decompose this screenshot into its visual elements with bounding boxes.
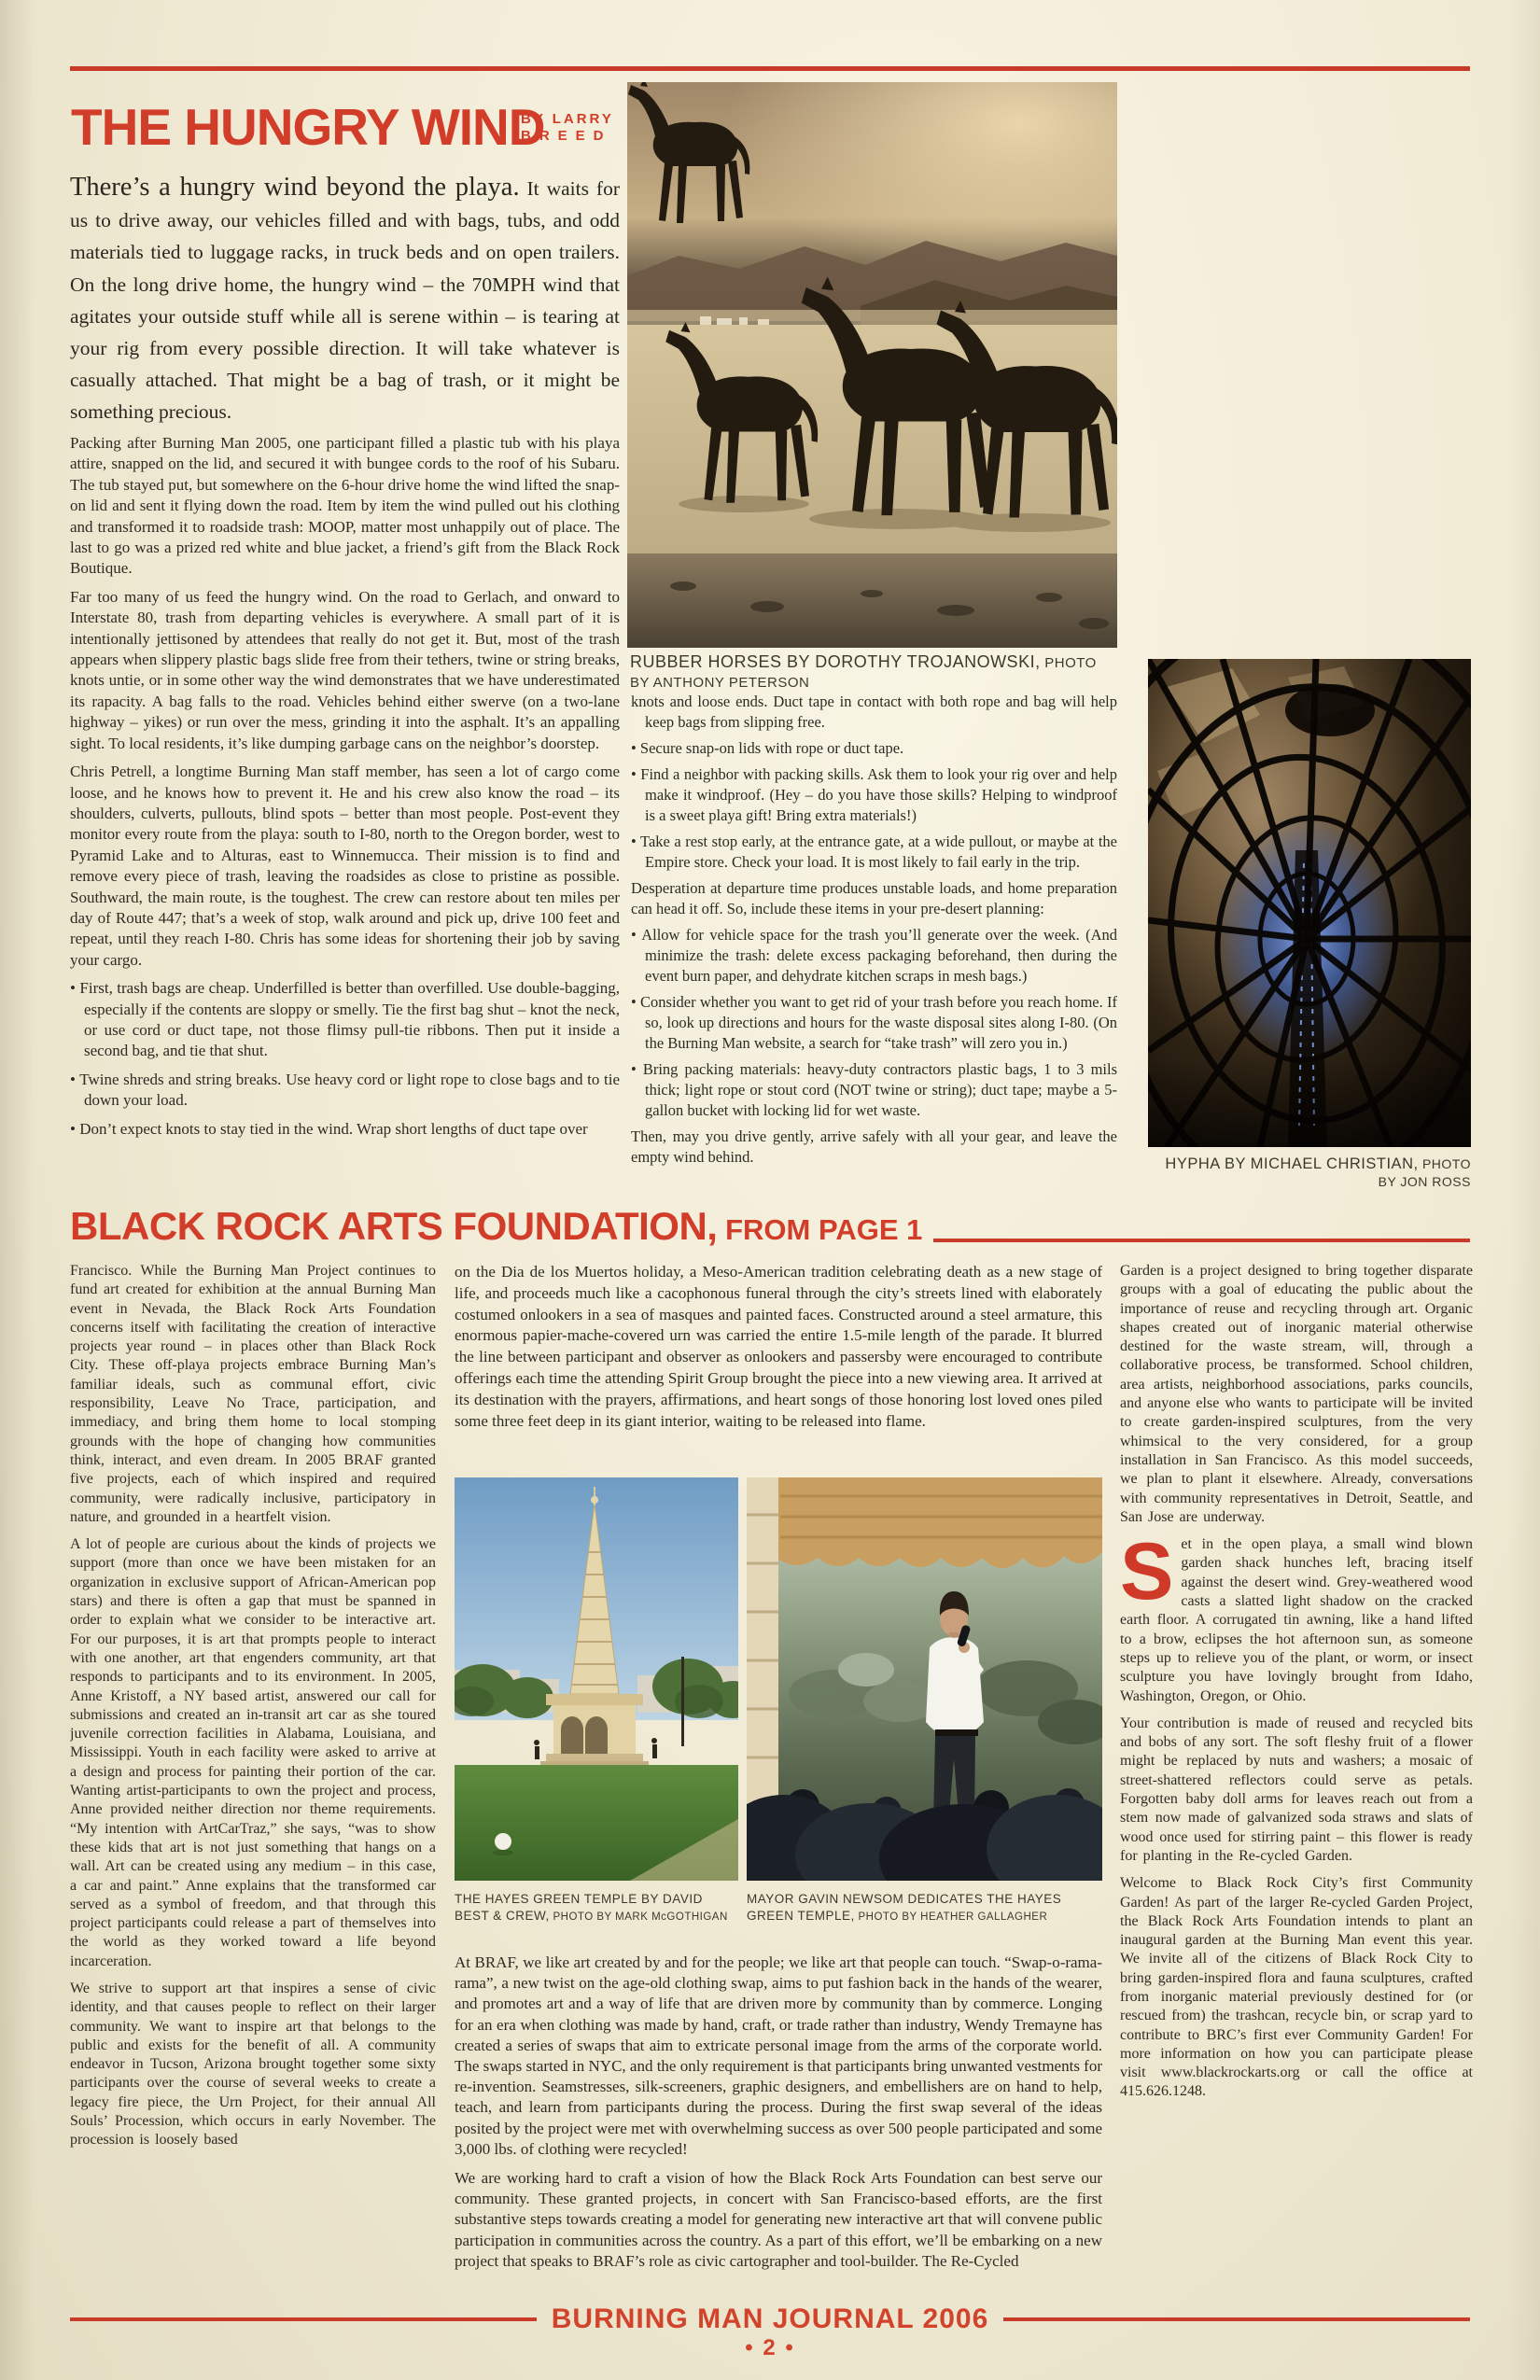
- paragraph: on the Dia de los Muertos holiday, a Meso-American tradition celebrating death as a new stage of life, and proceeds much like a cacophonous funeral through the city’s streets lined with elaborately costumed onlookers in a sea of masques and painted faces. Constructed around a steel armature, this enormous papier-mache-covered urn was carried the entire 1.5-mile length of the parade. It blurred the line between participant and observer as onlookers and passersby were encouraged to contribute offerings each time the attending Spirit Group brought the piece into a new viewing area. It arrived at its destination with the prayers, affirmations, and heart songs of those honoring lost loved ones piled some three feet deep in its giant interior, waiting to be released into flame.: [455, 1263, 1102, 1430]
- hayes-green-temple-photo: [455, 1477, 738, 1881]
- paragraph: Francisco. While the Burning Man Project continues to fund art created for exhibition at the annual Burning Man event in Nevada, the Black Rock Arts Foundation concerns itself with facilitating the creation of interactive projects year round – in places other than Black Rock City. These off-playa projects embrace Burning Man’s familiar ideals, such as communal effort, civic responsibility, Leave No Trace, participation, and immediacy, and bring them home to local stomping grounds with the hope of changing how communities think, interact, and even dream. In 2005 BRAF granted five projects, each of which inspired and required community, were radically inclusive, participatory in nature, and grounded in a heartfelt vision.: [70, 1263, 436, 1525]
- hypha-illustration: [1148, 659, 1471, 1147]
- photo-credit: PHOTO BY HEATHER GALLAGHER: [854, 1911, 1048, 1923]
- paragraph: Garden is a project designed to bring together disparate groups with a goal of educating the public about the importance of reuse and recycling through art. Organic shapes created out of inorganic material otherwise destined for the waste stream, will, through a collaborative process, be transformed. School children, area artists, neighborhood associations, parks councils, and anyone else who wants to participate will be invited to create garden-inspired sculptures, from the very whimsical to the very considered, for a group installation in San Francisco. As this model succeeds, we plan to plant it elsewhere. Already, conversations with community representatives in Detroit, Seattle, and San Jose are underway.: [1120, 1263, 1473, 1525]
- page-number: • 2 •: [745, 2335, 795, 2360]
- page-footer: [70, 2303, 1470, 2335]
- footer-rule-right: [1003, 2317, 1470, 2321]
- article2-column-1: [70, 1262, 436, 2253]
- byline-line1: BY LARRY: [521, 111, 614, 127]
- caption-title: MAYOR GAVIN NEWSOM DEDICATES THE HAYES GREEN TEMPLE,: [747, 1892, 1062, 1923]
- article2-column-2-bottom: [455, 1953, 1102, 2292]
- bullet-item: • Bring packing materials: heavy-duty contractors plastic bags, 1 to 3 mils thick; light rope or stout cord (NOT twine or string); duct tape; maybe a 5-gallon bucket with locking lid for wet waste.: [631, 1060, 1117, 1119]
- caption-title: THE HAYES GREEN TEMPLE BY DAVID BEST & CREW,: [455, 1892, 703, 1923]
- article2-header: [70, 1206, 1470, 1251]
- bullet-item: • Consider whether you want to get rid of your trash before you reach home. If so, look up directions and hours for the waste disposal sites along I-80. (On the Burning Man website, a search for “take trash” will zero you in.): [631, 993, 1117, 1052]
- bullet-item: • First, trash bags are cheap. Underfilled is better than overfilled. Use double-bagging, especially if the contents are sloppy or smelly. Tie the first bag shut – knot the neck, or use cord or duct tape, not those flimsy pull-tie ribbons. Then put it inside a second bag, and tie that shut.: [70, 979, 620, 1060]
- paragraph-text: et in the open playa, a small wind blown garden shack hunches left, bracing itself against the desert wind. Grey-weathered wood casts a slatted light shadow on the cracked earth floor. A corrugated tin awning, like a hand lifted to a brow, eclipses the hot afternoon sun, as someone steps up to relieve you of the plant, or worm, or insect sculpture you have lovingly brought from Idaho, Washington, Oregon, or Ohio.: [1120, 1536, 1473, 1704]
- bullet-item: • Take a rest stop early, at the entrance gate, at a wide pullout, or maybe at the Empire store. Check your load. It is most likely to fail early in the trip.: [631, 833, 1117, 871]
- bullet-item: • Don’t expect knots to stay tied in the wind. Wrap short lengths of duct tape over: [70, 1119, 588, 1138]
- lead-rest: It waits for us to drive away, our vehicles filled and with bags, tubs, and odd materials tied to luggage racks, in truck beds and on open trailers. On the long drive home, the hungry wind – the 70MPH wind that agitates your outside stuff while all is serene within – is tearing at your rig from every possible direction. It will take whatever is casually attached. That might be a bag of trash, or it might be something precious.: [70, 177, 620, 424]
- photo-credit: PHOTO BY JON ROSS: [1378, 1156, 1471, 1189]
- photo-credit: PHOTO BY MARK McGOTHIGAN: [549, 1911, 728, 1923]
- article1-title: THE HUNGRY WIND: [71, 98, 545, 156]
- paragraph: We strive to support art that inspires a sense of civic identity, and that causes people to reflect on their larger community. We want to inspire art that belongs to the public and exists for the benefit of all. A community endeavor in Tucson, Arizona brought together some sixty participants over the course of several weeks to create a legacy fire piece, the Urn Project, for their annual All Souls’ Procession, which occurs in early November. The procession is loosely based: [70, 1980, 436, 2149]
- title-main: BLACK ROCK ARTS FOUNDATION,: [70, 1204, 718, 1248]
- bullet-item: • Find a neighbor with packing skills. Ask them to look your rig over and help make it windproof. (Hey – do you have those skills? Helping to windproof is a sweet playa gift! Bring extra materials!): [631, 765, 1117, 824]
- paragraph: We are working hard to craft a vision of how the Black Rock Arts Foundation can best serve our community. These granted projects, in concert with San Francisco-based efforts, are the first substantive steps towards creating a model for generating new interactive art that will convene public participation in communities across the country. As a part of this effort, we’ll be embarking on a new project that speaks to BRAF’s role as civic cartographer and tool-builder. The Re-Cycled: [455, 2169, 1102, 2270]
- newsom-illustration: [747, 1477, 1102, 1881]
- hypha-photo: [1148, 659, 1471, 1147]
- newsom-caption: [747, 1891, 1101, 1925]
- rubber-horses-photo: [627, 82, 1117, 648]
- paragraph: Far too many of us feed the hungry wind. On the road to Gerlach, and onward to Interstate 80, trash from departing vehicles is everywhere. A small part of it is intentionally jettisoned by attendees that really do not get it. But, most of the trash appears when slippery plastic bags slide free from their tethers, twine or string breaks, knots untie, or in some other way the wind demonstrates that we have underestimated its rapacity. A bag falls to the road. Vehicles behind either swerve (on a two-lane highway – yikes) or run over the mess, grinding it into the asphalt. It’s an appalling sight. To local residents, it’s like dumping garbage cans on the neighbor’s doorstep.: [70, 587, 620, 752]
- byline-line2: BREED: [521, 128, 612, 144]
- article1-column-1: [70, 433, 620, 1185]
- paragraph: Packing after Burning Man 2005, one participant filled a plastic tub with his playa attire, snapped on the lid, and secured it with bungee cords to the roof of his Subaru. The tub stayed put, but somewhere on the 6-hour drive home the wind lifted the snap-on lid and sent it flying down the road. Item by item the wind pulled out his clothing and transformed it to roadside trash: MOOP, matter most unhappily out of place. The last to go was a prized red white and blue jacket, a friend’s gift from the Black Rock Boutique.: [70, 434, 620, 578]
- article1-lead-paragraph: [70, 172, 620, 428]
- article2-column-3: [1120, 1262, 1473, 2268]
- bullet-item: • Secure snap-on lids with rope or duct tape.: [631, 739, 904, 757]
- bullet-item: • Twine shreds and string breaks. Use heavy cord or light rope to close bags and to tie down your load.: [70, 1070, 620, 1110]
- dropcap-paragraph: [1120, 1527, 1473, 1706]
- rubber-horses-illustration: [627, 82, 1117, 648]
- drop-cap: S: [1120, 1527, 1174, 1617]
- top-rule: [70, 66, 1470, 71]
- caption-title: RUBBER HORSES BY DOROTHY TROJANOWSKI,: [630, 652, 1041, 671]
- article2-title: [70, 1206, 922, 1251]
- paragraph: At BRAF, we like art created by and for the people; we like art that people can touch. “Swap-o-rama-rama”, a new twist on the age-old clothing swap, aims to put fashion back in the hands of the wearer, and promotes art and a way of life that are driven more by community than by commerce. Longing for an era when clothing was made by hand, craft, or trade rather than industry, Wendy Tremayne has created a series of swaps that aim to extricate personal image from the arms of the corporate world. The swaps started in NYC, and the only requirement is that participants bring unwanted vestments for re-invention. Seamstresses, silk-screeners, graphic designers, and embellishers are on hand to help, teach, and learn from participants during the process. During the first swap several of the ideas posited by the project were met with overwhelming success as over 500 people participated and some 3,000 lbs. of clothing were recycled!: [455, 1953, 1102, 2158]
- photo-credit: PHOTO BY ANTHONY PETERSON: [630, 655, 1097, 691]
- lead-emphasis: There’s a hungry wind beyond the playa.: [70, 173, 520, 202]
- bullet-item: • Allow for vehicle space for the trash you’ll generate over the week. (And minimize the trash: delete excess packaging beforehand, then during the event burn paper, and dehydrate kitchen scraps in mesh bags.): [631, 926, 1117, 985]
- horses-caption: [630, 652, 1117, 692]
- paragraph: Chris Petrell, a longtime Burning Man staff member, has seen a lot of cargo come loose, and he knows how to prevent it. He and his crew also know the road – its shoulders, culverts, pullouts, blind spots – better than most people. Post-event they monitor every route from the playa: south to I-80, north to the Oregon border, west to Pyramid Lake and to Alturas, east to Winnemucca. Their mission is to find and remove every piece of trash, leaving the roadsides as close to pristine as possible. Southward, the main route, is the toughest. The crew can restore about ten miles per day of Route 447; that’s a week of stop, walk around and pick up, drive 100 feet and repeat, until they reach I-80. Chris has some ideas for shortening their job by saving your cargo.: [70, 763, 620, 969]
- paragraph: Desperation at departure time produces unstable loads, and home preparation can head it off. So, include these items in your pre-desert planning:: [631, 879, 1117, 917]
- paragraph: Your contribution is made of reused and recycled bits and bobs of any sort. The soft fleshy fruit of a flower might be replaced by nuts and washers; a mosaic of street-shattered reflectors could serve as petals. Forgotten baby doll arms for leaves reach out from a stem now made of galvanized soda straws and slats of wood once used for stirring paint – this flower is ready for planting in the Re-cycled Garden.: [1120, 1715, 1473, 1864]
- hypha-caption: [1148, 1155, 1471, 1191]
- journal-title: BURNING MAN JOURNAL 2006: [551, 2303, 989, 2334]
- temple-illustration: [455, 1477, 738, 1881]
- article1-byline: [521, 111, 614, 145]
- article2-column-2-top: [455, 1262, 1102, 1473]
- temple-caption: [455, 1891, 735, 1925]
- paragraph: Welcome to Black Rock City’s first Community Garden! As part of the larger Re-cycled Garden Project, the Black Rock Arts Foundation intends to plant an inaugural garden at the Burning Man event this year. We invite all of the citizens of Black Rock City to bring garden-inspired flora and fauna sculptures, crafted from inorganic material previously destined for (or rescued from) the trashcan, recycle bin, or scrap yard to contribute to BRC’s first ever Community Garden! For more information on how you can participate please visit www.blackrockarts.org or call the office at 415.626.1248.: [1120, 1875, 1473, 2100]
- mayor-newsom-photo: [747, 1477, 1102, 1881]
- paragraph-continuation: knots and loose ends. Duct tape in contact with both rope and bag will help keep bags from slipping free.: [631, 693, 1117, 731]
- article1-column-2: [631, 692, 1117, 1177]
- paragraph: A lot of people are curious about the kinds of projects we support (more than once we have been mistaken for an organization in exclusive support of African-American pop stars) and there is often a gap that must be spanned in order to explain what we consider to be interactive art. For our purposes, it is art that prompts people to interact with one another, art that engenders community, art that responds to participants and to its environment. In 2005, Anne Kristoff, a NY based artist, answered our call for submissions and created an in-transit art car as she toured juvenile correction facilities in Alabama, Louisiana, and Mississippi. Youth in each facility were asked to arrive at a design and process for painting their portion of the car. Wanting artist-participants to own the project and process, Anne provided neither direction nor theme requirements. “My intention with ArtCarTraz,” she says, “was to show these kids that art is not just something that hangs on a wall. Art can be created using any medium – in this case, a car and paint.” Anne explains that the transformed car served as a symbol of freedom, and that through this project participants could release a part of themselves into the world as they worked toward a life beyond incarceration.: [70, 1536, 436, 1969]
- paragraph: Then, may you drive gently, arrive safely with all your gear, and leave the empty wind behind.: [631, 1127, 1117, 1166]
- title-suffix: FROM PAGE 1: [717, 1213, 923, 1246]
- caption-title: HYPHA BY MICHAEL CHRISTIAN,: [1165, 1155, 1419, 1172]
- header-rule: [933, 1239, 1470, 1242]
- footer-rule-left: [70, 2317, 537, 2321]
